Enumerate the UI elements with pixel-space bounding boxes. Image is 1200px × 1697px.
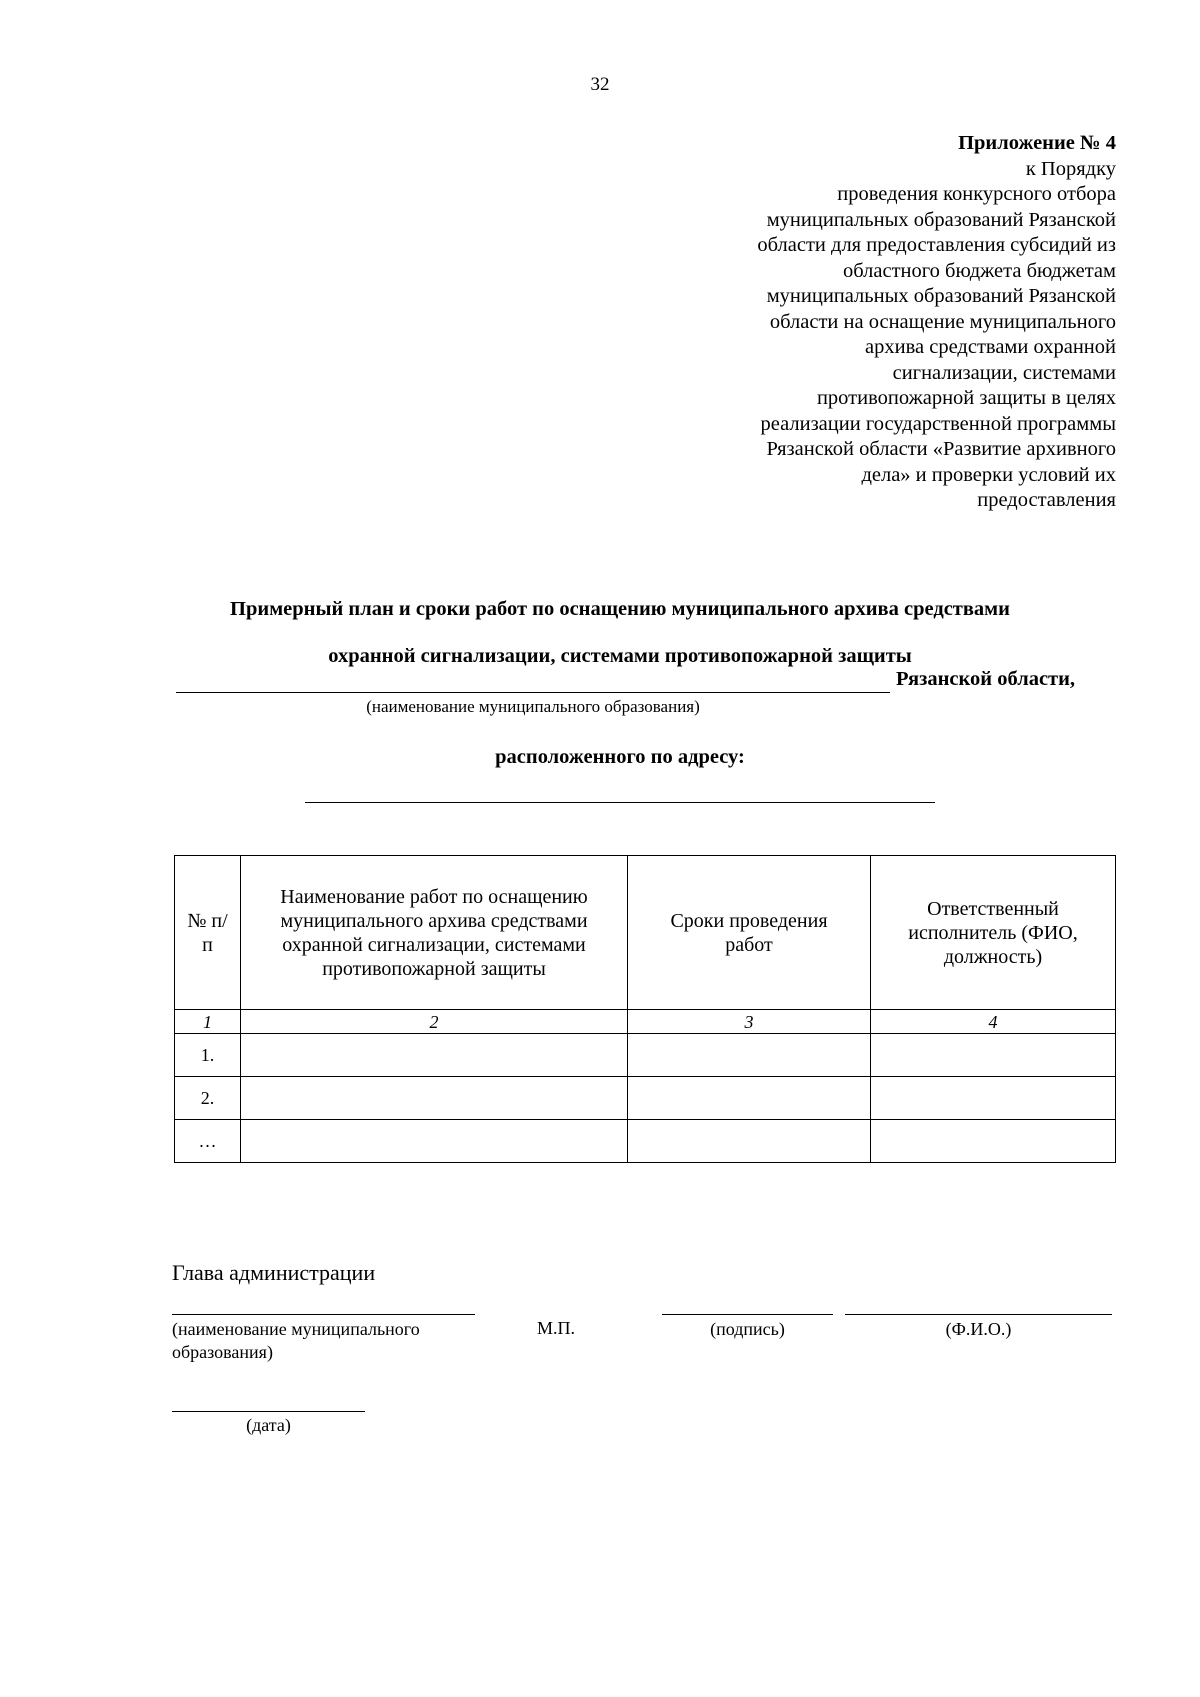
cell-responsible xyxy=(871,1120,1116,1163)
appendix-line: архива средствами охранной xyxy=(865,336,1116,358)
page-number: 32 xyxy=(590,74,610,95)
row-number: 2. xyxy=(175,1077,241,1120)
appendix-line: к Порядку xyxy=(1025,157,1116,180)
appendix-line: проведения конкурсного отбора xyxy=(837,183,1116,205)
municipality-caption: (наименование муниципального образования) xyxy=(172,1319,420,1362)
appendix-block xyxy=(656,131,1116,514)
full-name-caption: (Ф.И.О.) xyxy=(945,1319,1012,1339)
appendix-title: Приложение № 4 xyxy=(958,132,1116,154)
cell-work-name xyxy=(241,1077,628,1120)
appendix-line: дела» и проверки условий их xyxy=(861,463,1116,486)
address-heading: расположенного по адресу: xyxy=(495,746,745,768)
header-number: № п/п xyxy=(175,856,241,1010)
cell-deadline xyxy=(628,1120,871,1163)
column-number-row xyxy=(175,1010,1116,1034)
row-number: … xyxy=(175,1120,241,1163)
signature-line xyxy=(662,1314,833,1315)
appendix-line: предоставления xyxy=(977,489,1116,511)
row-number: 1. xyxy=(175,1034,241,1077)
date-caption: (дата) xyxy=(246,1415,291,1435)
table-row xyxy=(175,1120,1116,1163)
table-row xyxy=(175,1077,1116,1120)
municipality-signature-line xyxy=(172,1314,475,1315)
table-header-row xyxy=(175,856,1116,1010)
header-work-name: Наименование работ по оснащению муниципального архива средствами охранной сигнализации, системами противопожарной защиты xyxy=(241,856,628,1010)
cell-deadline xyxy=(628,1034,871,1077)
municipality-name-line xyxy=(176,692,890,693)
address-line xyxy=(305,802,935,803)
header-responsible: Ответственный исполнитель (ФИО, должность) xyxy=(871,856,1116,1010)
column-number: 3 xyxy=(628,1010,871,1034)
municipality-caption: (наименование муниципального образования) xyxy=(366,697,700,716)
appendix-line: муниципальных образований Рязанской xyxy=(766,208,1116,231)
cell-deadline xyxy=(628,1077,871,1120)
date-line xyxy=(172,1411,365,1412)
cell-responsible xyxy=(871,1034,1116,1077)
appendix-line: областного бюджета бюджетам xyxy=(842,259,1116,282)
cell-work-name xyxy=(241,1120,628,1163)
signature-caption: (подпись) xyxy=(710,1319,785,1339)
full-name-line xyxy=(845,1314,1112,1315)
appendix-line: области на оснащение муниципального xyxy=(769,310,1116,333)
region-suffix: Рязанской области, xyxy=(896,668,1076,690)
appendix-line: Рязанской области «Развитие архивного xyxy=(766,438,1116,460)
head-of-administration-label: Глава администрации xyxy=(172,1260,376,1285)
header-deadlines: Сроки проведения работ xyxy=(628,856,871,1010)
cell-work-name xyxy=(241,1034,628,1077)
appendix-line: муниципальных образований Рязанской xyxy=(766,285,1116,307)
table-row xyxy=(175,1034,1116,1077)
plan-title-line: Примерный план и сроки работ по оснащению муниципального архива средствами xyxy=(230,598,1010,620)
appendix-line: сигнализации, системами xyxy=(892,361,1116,384)
plan-title xyxy=(120,586,1120,680)
plan-table xyxy=(174,855,1116,1163)
plan-title-line: охранной сигнализации, системами противопожарной защиты xyxy=(328,645,912,667)
appendix-line: области для предоставления субсидий из xyxy=(757,234,1116,256)
column-number: 2 xyxy=(241,1010,628,1034)
cell-responsible xyxy=(871,1077,1116,1120)
column-number: 1 xyxy=(175,1010,241,1034)
appendix-line: реализации государственной программы xyxy=(760,412,1116,435)
stamp-label: М.П. xyxy=(537,1318,576,1338)
appendix-line: противопожарной защиты в целях xyxy=(816,387,1116,409)
column-number: 4 xyxy=(871,1010,1116,1034)
